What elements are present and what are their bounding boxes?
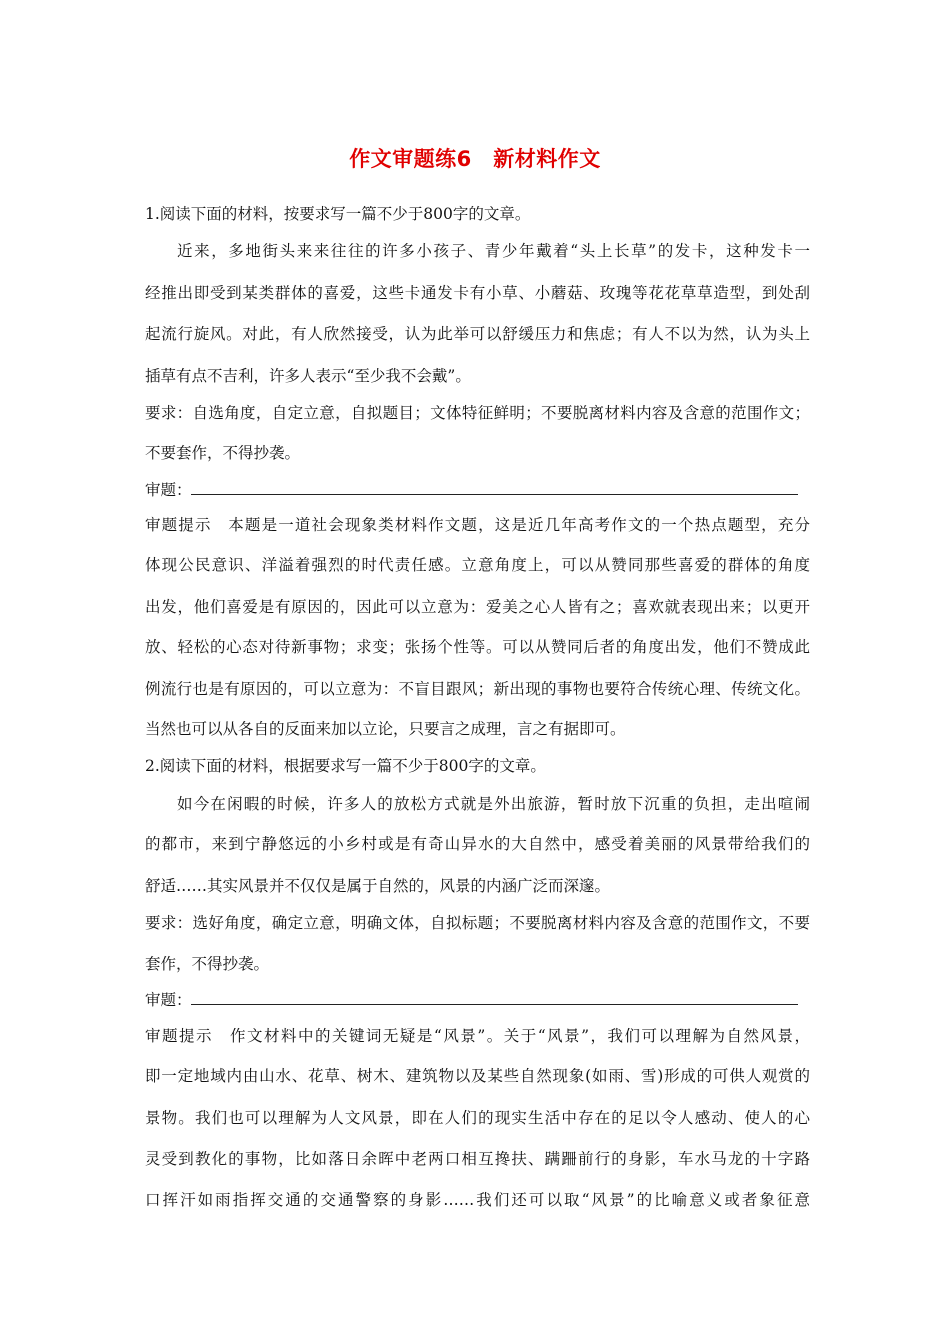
q1-hint-line: 体现公民意识、洋溢着强烈的时代责任感。立意角度上，可以从赞同那些喜爱的群体的角度 [145, 556, 810, 574]
q2-requirement-line: 套作，不得抄袭。 [145, 955, 270, 973]
q2-material-line: 如今在闲暇的时候，许多人的放松方式就是外出旅游，暂时放下沉重的负担，走出喧闹 [177, 795, 810, 813]
q1-hint-line: 出发，他们喜爱是有原因的，因此可以立意为：爱美之心人皆有之；喜欢就表现出来；以更开 [145, 598, 810, 616]
q2-material-line: 舒适……其实风景并不仅仅是属于自然的，风景的内涵广泛而深邃。 [145, 877, 611, 895]
q2-hint-line: 即一定地域内由山水、花草、树木、建筑物以及某些自然现象(如雨、雪)形成的可供人观赏的 [145, 1067, 810, 1085]
q2-hint-line: 景物。我们也可以理解为人文风景，即在人们的现实生活中存在的足以令人感动、使人的心 [145, 1109, 810, 1127]
page-title: 作文审题练6 新材料作文 [349, 147, 601, 171]
q1-answer-line[interactable] [191, 494, 798, 495]
q2-hint-line: 口挥汗如雨指挥交通的交通警察的身影……我们还可以取“风景”的比喻意义或者象征意 [145, 1191, 810, 1209]
q2-hint-line: 审题提示 作文材料中的关键词无疑是“风景”。关于“风景”，我们可以理解为自然风景， [145, 1027, 810, 1045]
q2-requirement-line: 要求：选好角度，确定立意，明确文体，自拟标题；不要脱离材料内容及含意的范围作文，不要 [145, 914, 810, 932]
q1-material-line: 插草有点不吉利，许多人表示“至少我不会戴”。 [145, 367, 471, 385]
q1-requirement-line: 要求：自选角度，自定立意，自拟题目；文体特征鲜明；不要脱离材料内容及含意的范围作文； [145, 404, 810, 422]
q1-prompt: 1.阅读下面的材料，按要求写一篇不少于800字的文章。 [145, 205, 531, 223]
q1-material-line: 近来，多地街头来来往往的许多小孩子、青少年戴着“头上长草”的发卡，这种发卡一 [177, 242, 810, 260]
q2-shenti-label: 审题： [145, 991, 192, 1009]
q1-hint-line: 例流行也是有原因的，可以立意为：不盲目跟风；新出现的事物也要符合传统心理、传统文化。 [145, 680, 810, 698]
q1-material-line: 经推出即受到某类群体的喜爱，这些卡通发卡有小草、小蘑菇、玫瑰等花花草草造型，到处刮 [145, 284, 810, 302]
q1-hint-line: 放、轻松的心态对待新事物；求变；张扬个性等。可以从赞同后者的角度出发，他们不赞成此 [145, 638, 810, 656]
q2-hint-line: 灵受到教化的事物，比如落日余晖中老两口相互搀扶、蹒跚前行的身影，车水马龙的十字路 [145, 1150, 810, 1168]
q1-material-line: 起流行旋风。对此，有人欣然接受，认为此举可以舒缓压力和焦虑；有人不以为然，认为头上 [145, 325, 810, 343]
q2-material-line: 的都市，来到宁静悠远的小乡村或是有奇山异水的大自然中，感受着美丽的风景带给我们的 [145, 835, 810, 853]
q2-prompt: 2.阅读下面的材料，根据要求写一篇不少于800字的文章。 [145, 757, 546, 775]
q1-requirement-line: 不要套作，不得抄袭。 [145, 444, 301, 462]
q1-hint-line: 当然也可以从各自的反面来加以立论，只要言之成理，言之有据即可。 [145, 720, 626, 738]
q1-hint-line: 审题提示 本题是一道社会现象类材料作文题，这是近几年高考作文的一个热点题型，充分 [145, 516, 810, 534]
q2-answer-line[interactable] [191, 1004, 798, 1005]
q1-shenti-label: 审题： [145, 481, 192, 499]
